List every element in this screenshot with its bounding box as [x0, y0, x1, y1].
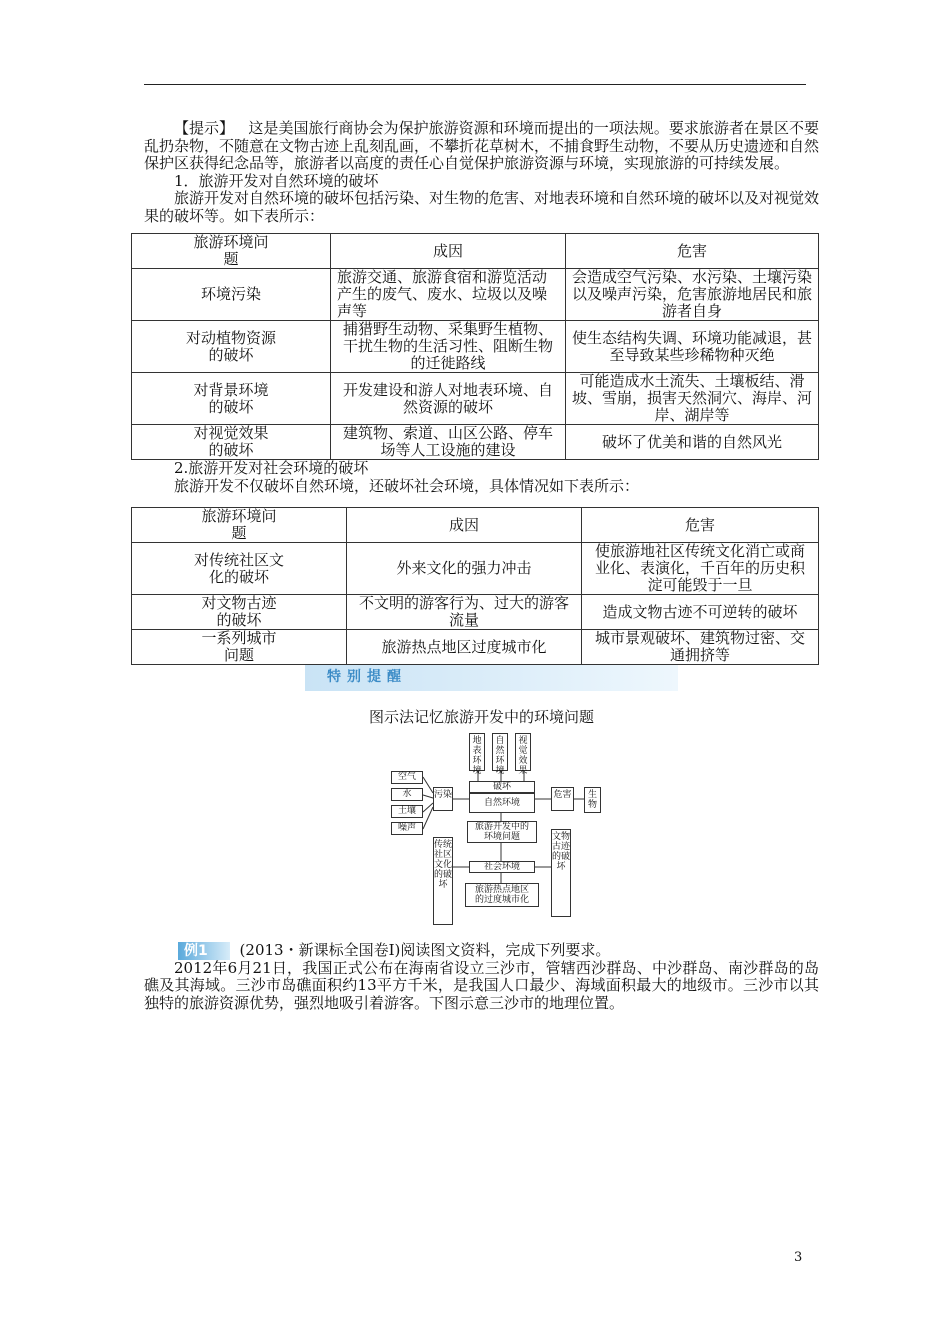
table2-harm: 使旅游地社区传统文化消亡或商业化、表演化，千百年的历史积淀可能毁于一旦: [582, 543, 819, 595]
table-row: [132, 321, 819, 373]
table1-harm: 会造成空气污染、水污染、土壤污染以及噪声污染，危害旅游地居民和旅游者自身: [566, 269, 819, 321]
table-row: [132, 595, 819, 630]
table-row: [132, 543, 819, 595]
table2-harm: 造成文物古迹不可逆转的破坏: [582, 595, 819, 630]
page-number: 3: [794, 1250, 803, 1265]
table1-issue: 环境污染: [132, 269, 331, 321]
table2-cause: 不文明的游客行为、过大的游客流量: [347, 595, 582, 630]
diagram-air: 空气: [391, 771, 423, 784]
table1-harm: 可能造成水土流失、土壤板结、滑坡、雪崩，损害天然洞穴、海岸、河岸、湖岸等: [566, 373, 819, 425]
diagram-natural-env: 自然环境: [469, 793, 535, 813]
table2-header-harm: 危害: [582, 508, 819, 543]
table1-issue: 对背景环境的破坏: [132, 373, 331, 425]
section2-intro: 旅游开发不仅破坏自然环境，还破坏社会环境，具体情况如下表所示：: [174, 476, 640, 495]
table1-cause: 开发建设和游人对地表环境、自然资源的破坏: [331, 373, 566, 425]
diagram-social-env: 社会环境: [469, 861, 535, 873]
example-text: 2012年6月21日，我国正式公布在海南省设立三沙市，管辖西沙群岛、中沙群岛、南沙群岛的岛礁及其海域。三沙市岛礁面积约13平方千米，是我国人口最少、海域面积最大的地级市。三沙市以其独特的旅游资源优势，强烈地吸引着游客。下图示意三沙市的地理位置。: [144, 958, 819, 1012]
table2-issue: 对文物古迹的破坏: [132, 595, 347, 630]
section2-heading: 2.旅游开发对社会环境的破坏: [174, 459, 369, 477]
diagram-soil: 土壤: [391, 805, 423, 818]
diagram-surface-env: 地表环境: [469, 733, 485, 771]
table2-cause: 外来文化的强力冲击: [347, 543, 582, 595]
diagram-destroy: 破坏: [469, 781, 535, 793]
natural-environment-table: [131, 233, 819, 460]
table1-harm: 使生态结构失调、环境功能减退，甚至导致某些珍稀物种灭绝: [566, 321, 819, 373]
table-row: [132, 630, 819, 665]
table1-cause: 旅游交通、旅游食宿和游览活动产生的废气、废水、垃圾以及噪声等: [331, 269, 566, 321]
table1-issue: 对动植物资源的破坏: [132, 321, 331, 373]
table-row: [132, 425, 819, 460]
diagram-relic: 文物古迹的破坏: [551, 829, 571, 917]
table1-header-cause: 成因: [331, 234, 566, 269]
diagram-harm: 危害: [551, 787, 574, 811]
diagram-urban: 旅游热点地区的过度城市化: [465, 883, 539, 907]
table2-header-issue: 旅游环境问题: [132, 508, 347, 543]
section1-intro: 旅游开发对自然环境的破坏包括污染、对生物的危害、对地表环境和自然环境的破坏以及对视觉效果的破坏等。如下表所示：: [144, 189, 820, 225]
diagram-visual-effect: 视觉效果: [515, 733, 531, 771]
table1-cause: 捕猎野生动物、采集野生植物、干扰生物的生活习性、阻断生物的迁徙路线: [331, 321, 566, 373]
table1-header-issue: 旅游环境问题: [132, 234, 331, 269]
table1-header-harm: 危害: [566, 234, 819, 269]
table1-harm: 破坏了优美和谐的自然风光: [566, 425, 819, 460]
table2-harm: 城市景观破坏、建筑物过密、交通拥挤等: [582, 630, 819, 665]
table-row: [132, 373, 819, 425]
example-source: (2013・新课标全国卷Ⅰ)阅读图文资料，完成下列要求。: [239, 940, 611, 959]
table1-issue: 对视觉效果的破坏: [132, 425, 331, 460]
figure-title: 图示法记忆旅游开发中的环境问题: [368, 708, 594, 726]
social-environment-table: [131, 507, 819, 665]
table-row: [132, 269, 819, 321]
hint-text: 这是美国旅行商协会为保护旅游资源和环境而提出的一项法规。要求旅游者在景区不要乱扔杂物，不随意在文物古迹上乱刻乱画，不攀折花草树木，不捕食野生动物，不要从历史遗迹和自然保护区获得纪念品等，旅游者以高度的责任心自觉保护旅游资源与环境，实现旅游的可持续发展。: [144, 119, 820, 172]
environment-diagram: [391, 733, 601, 928]
example-badge: 例1: [178, 942, 230, 960]
example-line: [144, 942, 819, 960]
diagram-center: 旅游开发中的环境问题: [467, 821, 537, 843]
diagram-natural-env-top: 自然环境: [492, 733, 508, 771]
diagram-noise: 噪声: [391, 822, 423, 835]
diagram-water: 水: [391, 788, 423, 801]
hint-label: 【提示】: [174, 119, 235, 137]
special-reminder-banner: [305, 665, 678, 691]
table2-cause: 旅游热点地区过度城市化: [347, 630, 582, 665]
section1-heading: 1．旅游开发对自然环境的破坏: [174, 171, 379, 190]
banner-label: 特别提醒: [327, 669, 407, 685]
table2-issue: 对传统社区文化的破坏: [132, 543, 347, 595]
page-content: [144, 120, 819, 1012]
table2-issue: 一系列城市问题: [132, 630, 347, 665]
diagram-pollution: 污染: [433, 787, 453, 811]
diagram-culture: 传统社区文化的破坏: [433, 837, 453, 925]
table2-header-cause: 成因: [347, 508, 582, 543]
diagram-bio: 生物: [584, 787, 601, 813]
header-rule: [144, 84, 806, 85]
table1-cause: 建筑物、索道、山区公路、停车场等人工设施的建设: [331, 425, 566, 460]
hint-paragraph: [144, 120, 819, 173]
